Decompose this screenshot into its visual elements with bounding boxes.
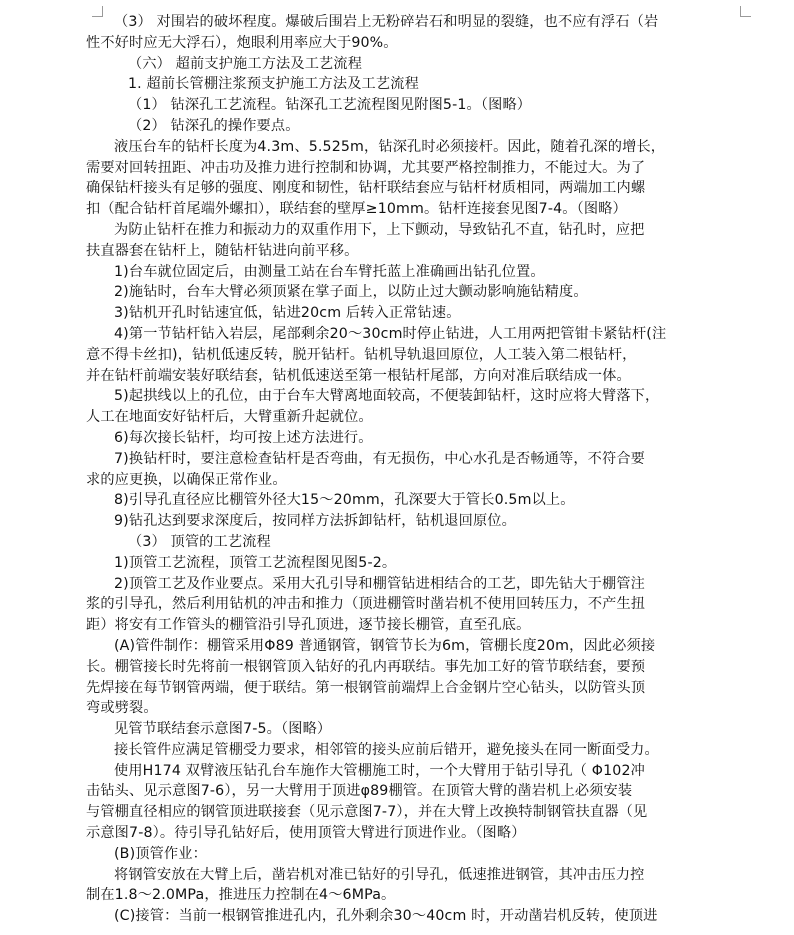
list-item: 4)第一节钻杆钻入岩层，尾部剩余20～30cm时停止钻进，人工用两把管钳卡紧钻杆(注 (114, 325, 667, 342)
text-line: （2） 钻深孔的操作要点。 (128, 117, 300, 134)
text-line: （1） 钻深孔工艺流程。钻深孔工艺流程图见附图5-1。（图略） (128, 97, 532, 114)
text-line: 扶直器套在钻杆上，随钻杆钻进向前平移。 (86, 242, 359, 259)
list-item: 5)起拱线以上的孔位，由于台车大臂离地面较高，不便装卸钻杆，这时应将大臂落下， (114, 388, 660, 405)
text-line: 确保钻杆接头有足够的强度、刚度和韧性，钻杆联结套应与钻杆材质相同，两端加工内螺 (86, 180, 646, 197)
page-corner-mark-right (740, 6, 751, 17)
subsection-heading: 1. 超前长管棚注浆预支护施工方法及工艺流程 (128, 76, 419, 93)
text-line: 弯或劈裂。 (86, 700, 158, 717)
text-line: 示意图7-8）。待引导孔钻好后，使用顶管大臂进行顶进作业。（图略） (86, 825, 526, 842)
text-line: 距）将安有工作管头的棚管沿引导孔顶进，逐节接长棚管，直至孔底。 (86, 617, 531, 634)
text-line: 见管节联结套示意图7-5。（图略） (114, 721, 332, 738)
text-line: 需要对回转扭距、冲击功及推力进行控制和协调，尤其要严格控制推力，不能过大。为了 (86, 159, 646, 176)
text-line: 为防止钻杆在推力和振动力的双重作用下，上下颤动，导致钻孔不直，钻孔时，应把 (114, 221, 645, 238)
list-item: 6)每次接长钻杆，均可按上述方法进行。 (114, 429, 373, 446)
text-line: 制在1.8～2.0MPa，推进压力控制在4～6MPa。 (86, 887, 396, 904)
text-line: 求的应更换，以确保正常作业。 (86, 471, 287, 488)
list-item: (A)管件制作：棚管采用Φ89 普通钢管，钢管节长为6m，管棚长度20m，因此必须接 (114, 637, 656, 654)
section-heading: （六） 超前支护施工方法及工艺流程 (128, 55, 363, 72)
text-line: 长。棚管接长时先将前一根钢管顶入钻好的孔内再联结。事先加工好的管节联结套，要预 (86, 658, 646, 675)
text-line: 浆的引导孔，然后利用钻机的冲击和推力（顶进棚管时凿岩机不使用回转压力，不产生扭 (86, 596, 646, 613)
text-line: （3） 对围岩的破坏程度。爆破后围岩上无粉碎岩石和明显的裂缝，也不应有浮石（岩 (114, 14, 659, 30)
list-item: 8)引导孔直径应比棚管外径大15～20mm，孔深要大于管长0.5m以上。 (114, 492, 575, 509)
text-line: 性不好时应无大浮石），炮眼利用率应大于90%。 (86, 34, 398, 51)
list-item: (C)接管：当前一根钢管推进孔内，孔外剩余30～40cm 时，开动凿岩机反转，使顶进 (114, 908, 658, 925)
list-item: (B)顶管作业： (114, 845, 207, 862)
text-line: 扣（配合钻杆首尾端外螺扣），联结套的壁厚≥10mm。钻杆连接套见图7-4。（图略） (86, 201, 627, 218)
text-line: （3） 顶管的工艺流程 (128, 533, 271, 550)
text-line: 击钻头、见示意图7-6），另一大臂用于顶进φ89棚管。在顶管大臂的凿岩机上必须安装 (86, 783, 633, 800)
text-line: 人工在地面安好钻杆后，大臂重新升起就位。 (86, 409, 373, 426)
text-line: 意不得卡丝扣)，钻机低速反转，脱开钻杆。钻机导轨退回原位，人工装入第二根钻杆， (86, 346, 637, 363)
text-line: 并在钻杆前端安装好联结套，钻机低速送至第一根钻杆尾部，方向对准后联结成一体。 (86, 367, 631, 384)
list-item: 2)施钻时，台车大臂必须顶紧在掌子面上，以防止过大颤动影响施钻精度。 (114, 284, 588, 301)
text-line: 液压台车的钻杆长度为4.3m、5.525m，钻深孔时必须接杆。因此，随着孔深的增长， (114, 138, 666, 155)
text-line: 与管棚直径相应的钢管顶进联接套（见示意图7-7），并在大臂上改换特制钢管扶直器（见 (86, 804, 648, 821)
document-body (86, 12, 738, 927)
text-line: 使用H174 双臂液压钻孔台车施作大管棚施工时，一个大臂用于钻引导孔（ Φ102冲 (114, 762, 645, 779)
text-line: 将钢管安放在大臂上后，凿岩机对准已钻好的引导孔，低速推进钢管，其冲击压力控 (114, 866, 645, 883)
list-item: 7)换钻杆时，要注意检查钻杆是否弯曲，有无损伤，中心水孔是否畅通等，不符合要 (114, 450, 646, 467)
list-item: 9)钻孔达到要求深度后，按同样方法拆卸钻杆，钻机退回原位。 (114, 513, 516, 530)
list-item: 1)台车就位固定后，由测量工站在台车臂托蓝上准确画出钻孔位置。 (114, 263, 545, 280)
list-item: 3)钻机开孔时钻速宜低，钻进20cm 后转入正常钻速。 (114, 305, 461, 322)
text-line: 接长管件应满足管棚受力要求，相邻管的接头应前后错开，避免接头在同一断面受力。 (114, 741, 659, 758)
list-item: 1)顶管工艺流程，顶管工艺流程图见图5-2。 (114, 554, 397, 571)
text-line: 先焊接在每节钢管两端，便于联结。第一根钢管前端焊上合金钢片空心钻头，以防管头顶 (86, 679, 646, 696)
list-item: 2)顶管工艺及作业要点。采用大孔引导和棚管钻进相结合的工艺，即先钻大于棚管注 (114, 575, 646, 592)
